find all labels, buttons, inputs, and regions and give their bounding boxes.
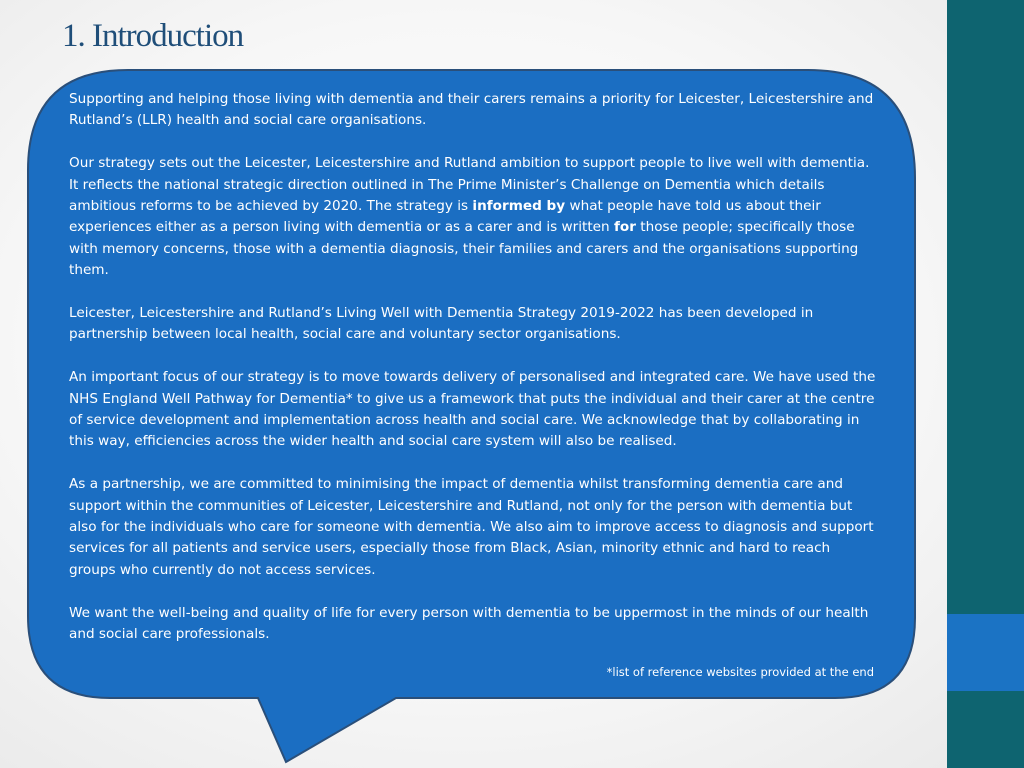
paragraph-2-text-c: what people have told us about their experiences either as a person living with dementia or as a carer and is written <box>69 198 821 236</box>
paragraph-2-text-e: those people; specifically those with memory concerns, those with a dementia diagnosis, their families and carers and the organisations supporting them. <box>69 219 859 279</box>
intro-paragraph-4: An important focus of our strategy is to move towards delivery of personalised and integrated care. We have used the NHS England Well Pathway for Dementia* to give us a framework that puts the individual and their carer at the centre of service development and implementation across health and social care. We acknowledge that by collaborating in this way, efficiencies across the wider health and social care system will also be realised. <box>69 369 876 450</box>
intro-paragraph-2 <box>69 153 881 281</box>
paragraph-2-text-a: Our strategy sets out the Leicester, Leicestershire and Rutland ambition to support people to live well with dementia. It reflects the national strategic direction outlined in The Prime Minister’s Challenge on Dementia which details ambitious reforms to be achieved by 2020. The strategy is <box>69 155 870 215</box>
emphasis-for: for <box>613 219 636 236</box>
callout-body <box>69 89 881 645</box>
intro-paragraph-6: We want the well-being and quality of life for every person with dementia to be uppermost in the minds of our health and social care professionals. <box>69 604 869 643</box>
reference-footnote: *list of reference websites provided at the end <box>606 665 874 679</box>
intro-paragraph-3: Leicester, Leicestershire and Rutland’s Living Well with Dementia Strategy 2019-2022 has been developed in partnership between local health, social care and voluntary sector organisations. <box>69 305 814 343</box>
emphasis-informed-by: informed by <box>472 198 566 215</box>
intro-paragraph-1: Supporting and helping those living with dementia and their carers remains a priority for Leicester, Leicestershire and Rutland’s (LLR) health and social care organisations. <box>69 91 874 129</box>
slide-title: 1. Introduction <box>62 18 244 54</box>
intro-paragraph-5: As a partnership, we are committed to minimising the impact of dementia whilst transforming dementia care and support within the communities of Leicester, Leicestershire and Rutland, not only for the person with dementia but also for the individuals who care for someone with dementia. We also aim to improve access to diagnosis and support services for all patients and service users, especially those from Black, Asian, minority ethnic and hard to reach groups who currently do not access services. <box>69 476 874 578</box>
